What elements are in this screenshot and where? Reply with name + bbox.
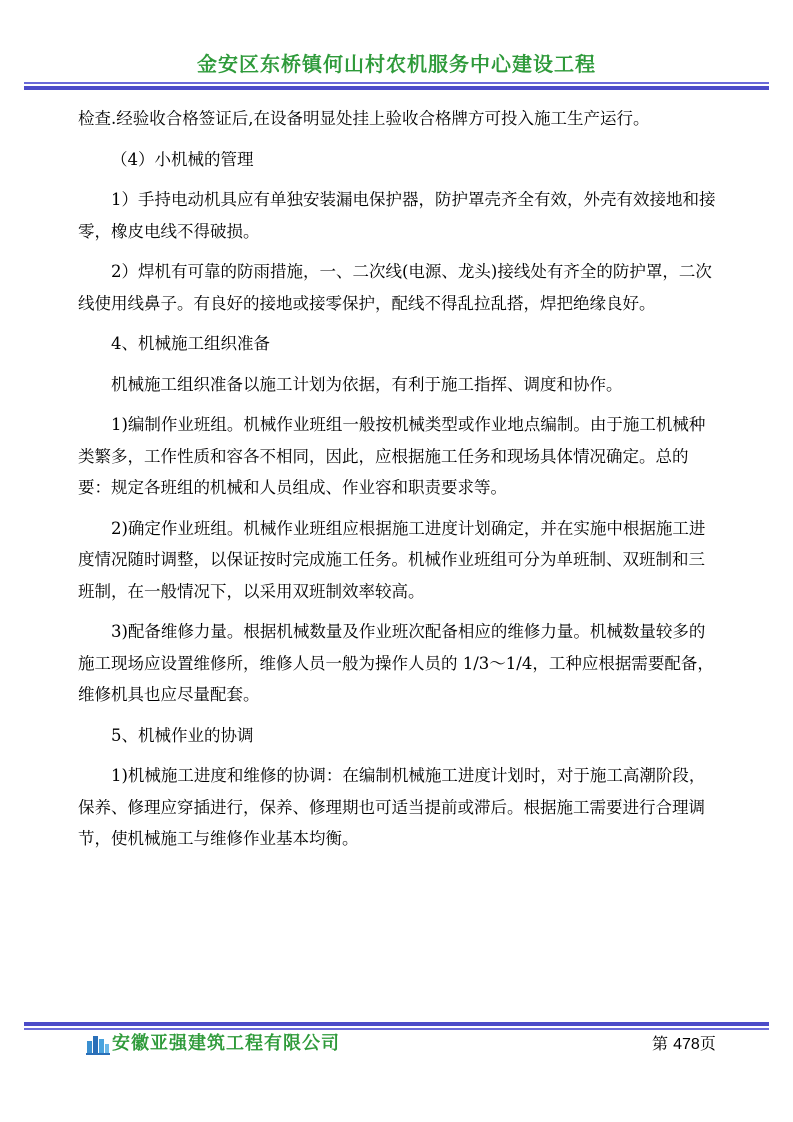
header-rule-thin	[24, 82, 769, 84]
section-heading: 4、机械施工组织准备	[111, 334, 270, 353]
document-body	[78, 103, 718, 855]
page-suffix: 页	[699, 1034, 716, 1053]
paragraph: 3)配备维修力量。根据机械数量及作业班次配备相应的维修力量。机械数量较多的施工现场应设置维修所，维修人员一般为操作人员的 1/3～1/4，工种应根据需要配备，维修机具也应尽量配套。	[78, 622, 714, 704]
paragraph: 1）手持电动机具应有单独安装漏电保护器，防护罩壳齐全有效，外壳有效接地和接零，橡皮电线不得破损。	[78, 190, 716, 241]
footer-rule-thick	[24, 1022, 769, 1026]
section-heading: 5、机械作业的协调	[111, 725, 254, 745]
paragraph: 机械施工组织准备以施工计划为依据，有利于施工指挥、调度和协作。	[111, 374, 623, 394]
paragraph: 2）焊机有可靠的防雨措施，一、二次线(电源、龙头)接线处有齐全的防护罩，二次线使用线鼻子。有良好的接地或接零保护，配线不得乱拉乱搭，焊把绝缘良好。	[78, 262, 712, 313]
footer-rule-thin	[24, 1028, 769, 1030]
section-heading: （4）小机械的管理	[111, 149, 254, 169]
header-rule-thick	[24, 86, 769, 90]
paragraph: 2)确定作业班组。机械作业班组应根据施工进度计划确定，并在实施中根据施工进度情况随时调整，以保证按时完成施工任务。机械作业班组可分为单班制、双班制和三班制，在一般情况下，以采用双班制效率较高。	[78, 518, 706, 601]
page-number-value: 478	[673, 1036, 700, 1053]
header-title: 金安区东桥镇何山村农机服务中心建设工程	[197, 52, 596, 76]
footer-company-name: 安徽亚强建筑工程有限公司	[112, 1033, 340, 1054]
page-number	[652, 1033, 716, 1056]
paragraph: 检查.经验收合格签证后,在设备明显处挂上验收合格牌方可投入施工生产运行。	[78, 109, 650, 128]
building-logo-icon	[86, 1033, 110, 1055]
paragraph: 1)机械施工进度和维修的协调：在编制机械施工进度计划时，对于施工高潮阶段，保养、修理应穿插进行，保养、修理期也可适当提前或滞后。根据施工需要进行合理调节，使机械施工与维修作业基本均衡。	[78, 766, 706, 848]
page-prefix: 第	[652, 1034, 669, 1053]
paragraph: 1)编制作业班组。机械作业班组一般按机械类型或作业地点编制。由于施工机械种类繁多，工作性质和容各不相同，因此，应根据施工任务和现场具体情况确定。总的要：规定各班组的机械和人员组成、作业容和职责要求等。	[78, 415, 706, 497]
